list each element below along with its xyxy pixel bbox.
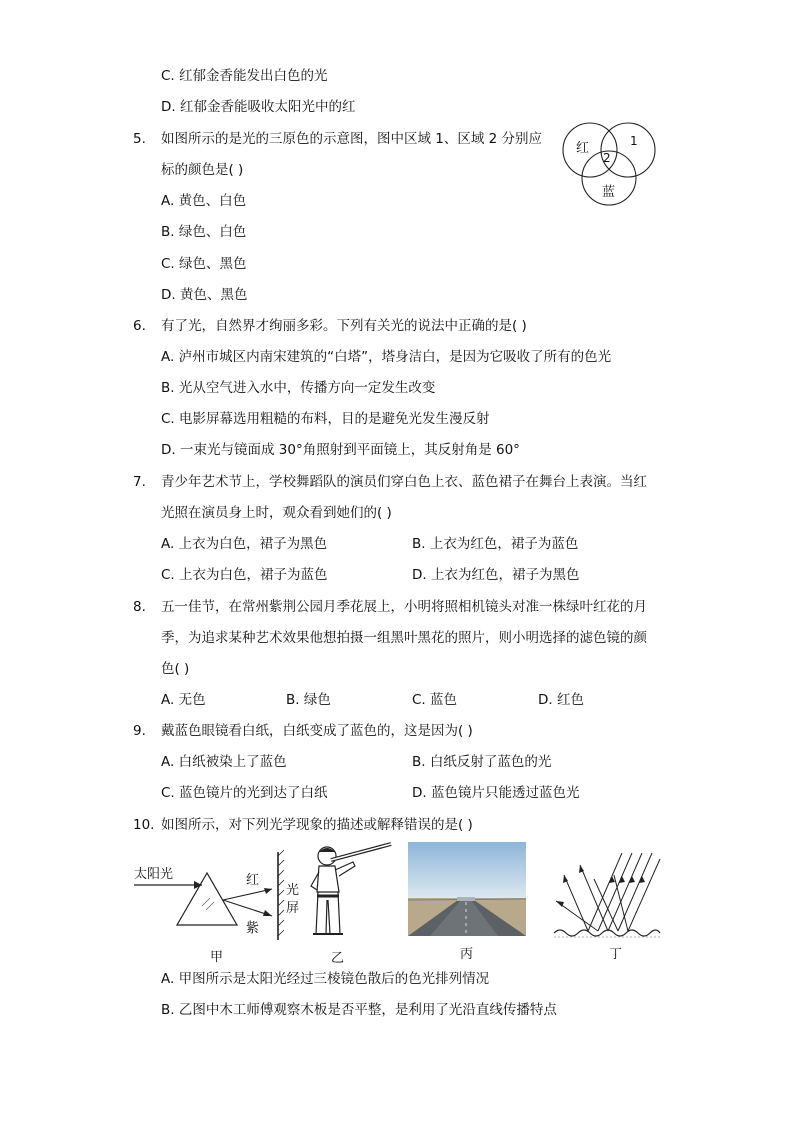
q7-stem-line1: 青少年艺术节上，学校舞蹈队的演员们穿白色上衣、蓝色裙子在舞台上表演。当红 — [161, 474, 647, 490]
q7-stem-line2: 光照在演员身上时，观众看到她们的( ) — [161, 505, 392, 521]
q8-option-d: D. 红色 — [538, 692, 584, 708]
q7-option-b: B. 上衣为红色，裙子为蓝色 — [412, 536, 579, 552]
q5-option-c: C. 绿色、黑色 — [161, 256, 247, 272]
q9-option-a: A. 白纸被染上了蓝色 — [161, 754, 287, 770]
purple-ray-label: 紫 — [246, 921, 260, 936]
q5-option-d: D. 黄色、黑色 — [161, 287, 248, 303]
red-ray-label: 红 — [246, 873, 260, 888]
q8-stem-line2: 季，为追求某种艺术效果他想拍摄一组黑叶黑花的照片，则小明选择的滤色镜的颜 — [161, 630, 647, 646]
q6-option-a: A. 泸州市城区内南宋建筑的“白塔”，塔身洁白，是因为它吸收了所有的色光 — [161, 349, 612, 365]
q7-option-c: C. 上衣为白色，裙子为蓝色 — [161, 567, 328, 583]
q4-option-d: D. 红郁金香能吸收太阳光中的红 — [161, 99, 356, 115]
q7-option-a: A. 上衣为白色，裙子为黑色 — [161, 536, 328, 552]
q4-option-c: C. 红郁金香能发出白色的光 — [161, 68, 328, 84]
carpenter-figure — [305, 842, 395, 968]
venn-red-label: 红 — [576, 141, 590, 156]
caption-yi: 乙 — [331, 951, 345, 966]
q5-option-a: A. 黄色、白色 — [161, 193, 247, 209]
three-primary-colors-figure — [556, 118, 666, 208]
sunlight-label: 太阳光 — [134, 867, 174, 882]
q7-option-d: D. 上衣为红色，裙子为黑色 — [412, 567, 580, 583]
q6-option-c: C. 电影屏幕选用粗糙的布料，目的是避免光发生漫反射 — [161, 411, 490, 427]
q8-stem-line3: 色( ) — [161, 661, 190, 677]
q7-number: 7. — [133, 474, 146, 490]
caption-jia: 甲 — [210, 950, 224, 965]
venn-blue-label: 蓝 — [602, 185, 616, 200]
caption-ding: 丁 — [609, 947, 623, 962]
venn-region-2-label: 2 — [603, 151, 611, 165]
q8-option-a: A. 无色 — [161, 692, 206, 708]
q9-option-d: D. 蓝色镜片只能透过蓝色光 — [412, 785, 580, 801]
q10-stem: 如图所示，对下列光学现象的描述或解释错误的是( ) — [161, 817, 473, 833]
q10-number: 10. — [133, 817, 155, 833]
screen-label-2: 屏 — [286, 901, 300, 916]
q5-option-b: B. 绿色、白色 — [161, 224, 247, 240]
q5-stem-line1: 如图所示的是光的三原色的示意图，图中区域 1、区域 2 分别应 — [161, 131, 543, 147]
road-mirage-photo — [408, 842, 526, 968]
q8-option-c: C. 蓝色 — [412, 692, 458, 708]
q6-option-b: B. 光从空气进入水中，传播方向一定发生改变 — [161, 380, 436, 396]
q10-option-a: A. 甲图所示是太阳光经过三棱镜色散后的色光排列情况 — [161, 971, 490, 987]
q9-option-c: C. 蓝色镜片的光到达了白纸 — [161, 785, 328, 801]
q6-option-d: D. 一束光与镜面成 30°角照射到平面镜上，其反射角是 60° — [161, 442, 520, 458]
prism-dispersion-figure — [132, 848, 312, 968]
q10-option-b: B. 乙图中木工师傅观察木板是否平整，是利用了光沿直线传播特点 — [161, 1002, 557, 1018]
q9-stem: 戴蓝色眼镜看白纸，白纸变成了蓝色的，这是因为( ) — [161, 723, 473, 739]
diffuse-reflection-figure — [550, 845, 665, 968]
screen-label-1: 光 — [286, 883, 300, 898]
q5-number: 5. — [133, 131, 146, 147]
q5-stem-line2: 标的颜色是( ) — [161, 162, 244, 178]
q8-stem-line1: 五一佳节，在常州紫荆公园月季花展上，小明将照相机镜头对准一株绿叶红花的月 — [161, 599, 647, 615]
q6-stem: 有了光，自然界才绚丽多彩。下列有关光的说法中正确的是( ) — [161, 318, 527, 334]
venn-region-1-label: 1 — [630, 134, 638, 148]
q8-option-b: B. 绿色 — [286, 692, 331, 708]
q6-number: 6. — [133, 318, 146, 334]
q9-number: 9. — [133, 723, 146, 739]
caption-bing: 丙 — [460, 947, 474, 962]
q9-option-b: B. 白纸反射了蓝色的光 — [412, 754, 552, 770]
q8-number: 8. — [133, 599, 146, 615]
